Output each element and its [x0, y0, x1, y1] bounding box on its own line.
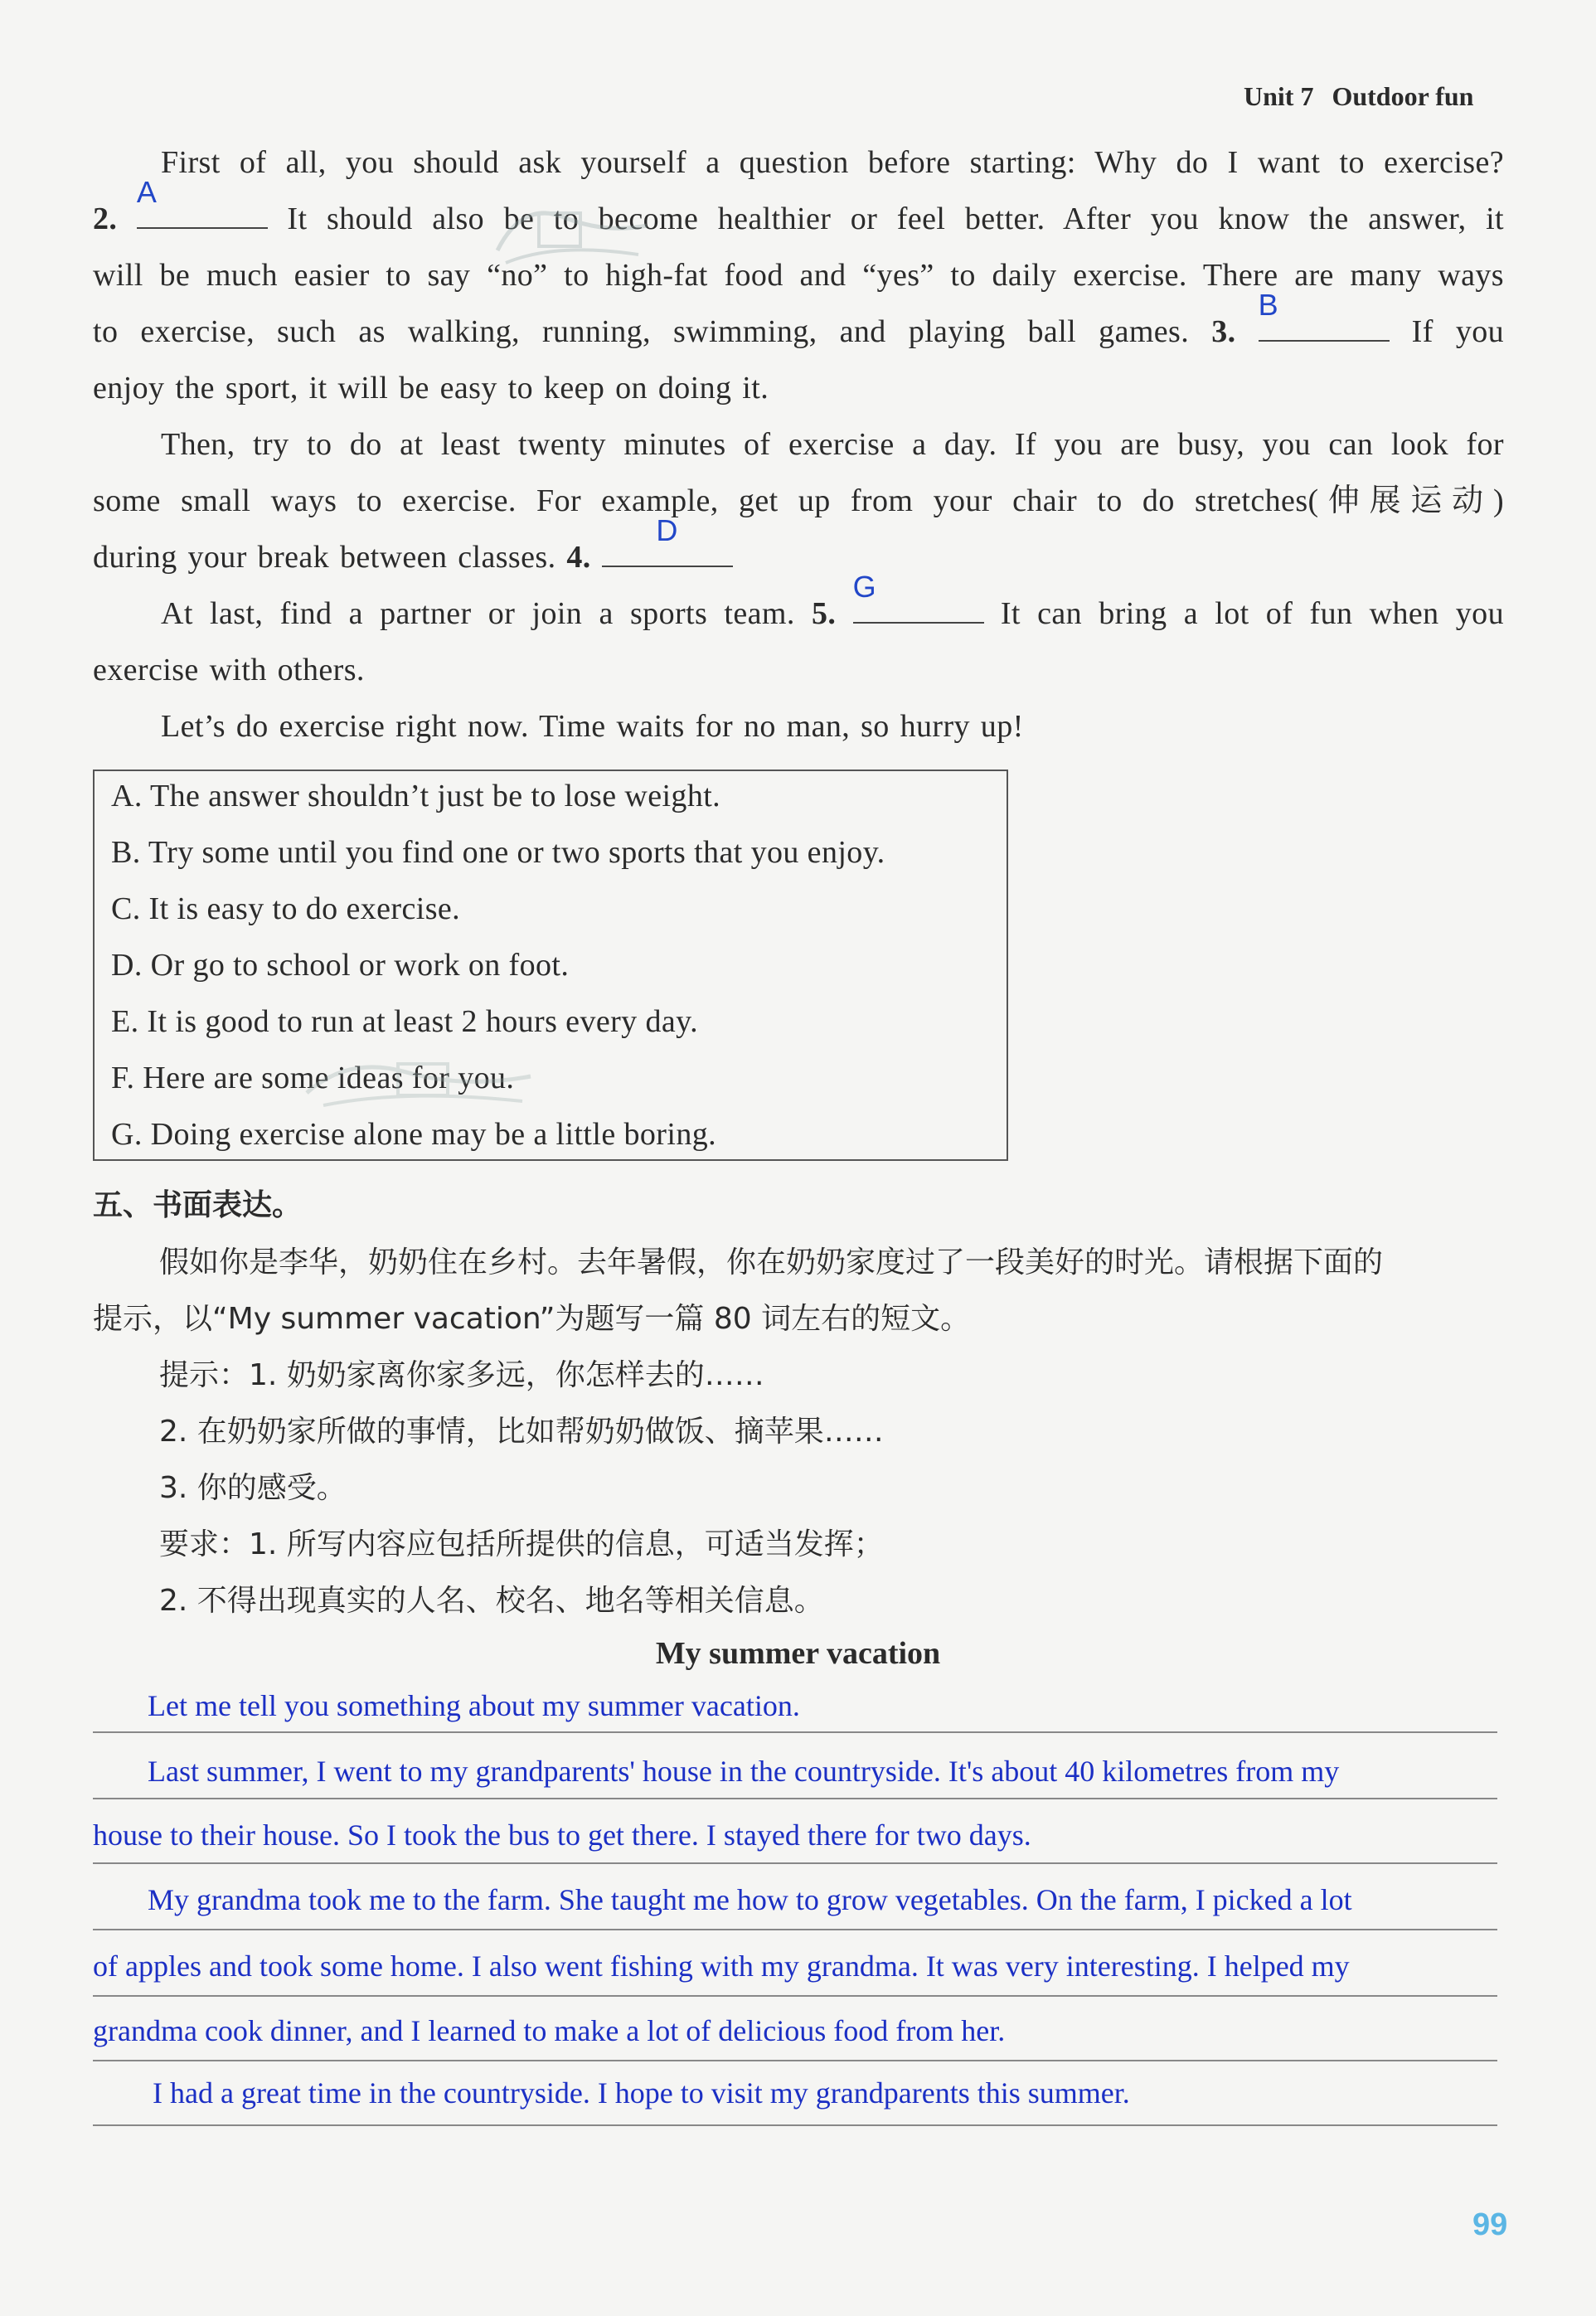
writing-rule [93, 1862, 1497, 1864]
essay-line: of apples and took some home. I also went fishing with my grandma. It was very interesting. I helped my [93, 1949, 1350, 1983]
reading-passage [93, 0, 1504, 796]
passage-line: will be much easier to say “no” to high-fat food and “yes” to daily exercise. There are many ways [93, 258, 1504, 293]
passage-line: enjoy the sport, it will be easy to keep on doing it. [93, 371, 769, 405]
option-b: B. Try some until you find one or two sports that you enjoy. [111, 835, 885, 870]
section-heading: 五、书面表达。 [93, 1188, 303, 1222]
handwritten-answer: B [1258, 288, 1279, 322]
answer-blank-4[interactable] [602, 513, 733, 567]
essay-line: Let me tell you something about my summer vacation. [148, 1689, 800, 1722]
question-number: 2. [93, 201, 118, 236]
passage-line: Then, try to do at least twenty minutes of exercise a day. If you are busy, you can look for [161, 427, 1504, 462]
page-number: 99 [1472, 2207, 1508, 2242]
option-e: E. It is good to run at least 2 hours every day. [111, 1004, 698, 1039]
option-a: A. The answer shouldn’t just be to lose weight. [111, 779, 721, 813]
option-c: C. It is easy to do exercise. [111, 891, 461, 926]
watermark-logo [489, 192, 655, 271]
unit-title: Outdoor fun [1332, 81, 1474, 111]
writing-rule [93, 1929, 1497, 1930]
passage-text: It should also be to become healthier or feel better. After you know the answer, it [287, 201, 1505, 236]
writing-rule [93, 2060, 1497, 2061]
passage-line [93, 288, 1505, 360]
passage-line [161, 570, 1504, 642]
writing-rule [93, 1995, 1497, 1997]
passage-line: some small ways to exercise. For example, get up from your chair to do stretches(伸展运动) [93, 483, 1504, 518]
passage-line: First of all, you should ask yourself a question before starting: Why do I want to exercise? [161, 145, 1504, 180]
passage-text: If you [1411, 314, 1505, 349]
essay-line: grandma cook dinner, and I learned to make a lot of delicious food from her. [93, 2014, 1006, 2047]
question-number: 5. [812, 596, 837, 631]
passage-text: At last, find a partner or join a sports team. [161, 596, 795, 631]
essay-line: Last summer, I went to my grandparents' house in the countryside. It's about 40 kilometres from my [148, 1755, 1340, 1788]
watermark-logo [298, 1051, 539, 1109]
writing-intro: 提示，以“My summer vacation”为题写一篇 80 词左右的短文。 [93, 1302, 971, 1336]
writing-requirement: 2. 不得出现真实的人名、校名、地名等相关信息。 [159, 1584, 824, 1618]
option-d: D. Or go to school or work on foot. [111, 948, 570, 983]
passage-line [93, 513, 733, 585]
essay-line: I had a great time in the countryside. I hope to visit my grandparents this summer. [153, 2076, 1130, 2110]
option-f: F. Here are some ideas for you. [111, 1061, 515, 1095]
handwritten-answer: G [852, 570, 876, 604]
essay-line: My grandma took me to the farm. She taught me how to grow vegetables. On the farm, I picked a lot [148, 1883, 1352, 1916]
question-number: 4. [566, 540, 591, 575]
answer-blank-2[interactable] [136, 175, 268, 229]
options-box [93, 770, 1008, 1161]
passage-line: exercise with others. [93, 653, 365, 687]
passage-line: Let’s do exercise right now. Time waits for no man, so hurry up! [161, 709, 1024, 744]
answer-blank-5[interactable] [852, 570, 984, 624]
option-g: G. Doing exercise alone may be a little boring. [111, 1117, 717, 1152]
essay-line: house to their house. So I took the bus to get there. I stayed there for two days. [93, 1818, 1031, 1852]
writing-intro: 假如你是李华，奶奶住在乡村。去年暑假，你在奶奶家度过了一段美好的时光。请根据下面的 [159, 1245, 1384, 1279]
writing-hint: 3. 你的感受。 [159, 1471, 347, 1505]
passage-text: to exercise, such as walking, running, swimming, and playing ball games. [93, 314, 1190, 349]
essay-title: My summer vacation [655, 1636, 941, 1671]
unit-label: Unit 7 [1244, 81, 1314, 111]
writing-hint: 2. 在奶奶家所做的事情，比如帮奶奶做饭、摘苹果…… [159, 1415, 884, 1449]
passage-text: It can bring a lot of fun when you [1000, 596, 1504, 631]
writing-requirement: 要求：1. 所写内容应包括所提供的信息，可适当发挥； [159, 1527, 884, 1561]
answer-blank-3[interactable] [1258, 288, 1390, 342]
handwritten-answer: D [656, 513, 678, 547]
writing-hint: 提示：1. 奶奶家离你家多远，你怎样去的…… [159, 1358, 764, 1392]
question-number: 3. [1211, 314, 1236, 349]
passage-line [93, 175, 1505, 247]
passage-text: during your break between classes. [93, 540, 556, 575]
writing-rule [93, 2124, 1497, 2126]
handwritten-answer: A [136, 175, 158, 209]
writing-rule [93, 1798, 1497, 1799]
writing-rule [93, 1731, 1497, 1733]
